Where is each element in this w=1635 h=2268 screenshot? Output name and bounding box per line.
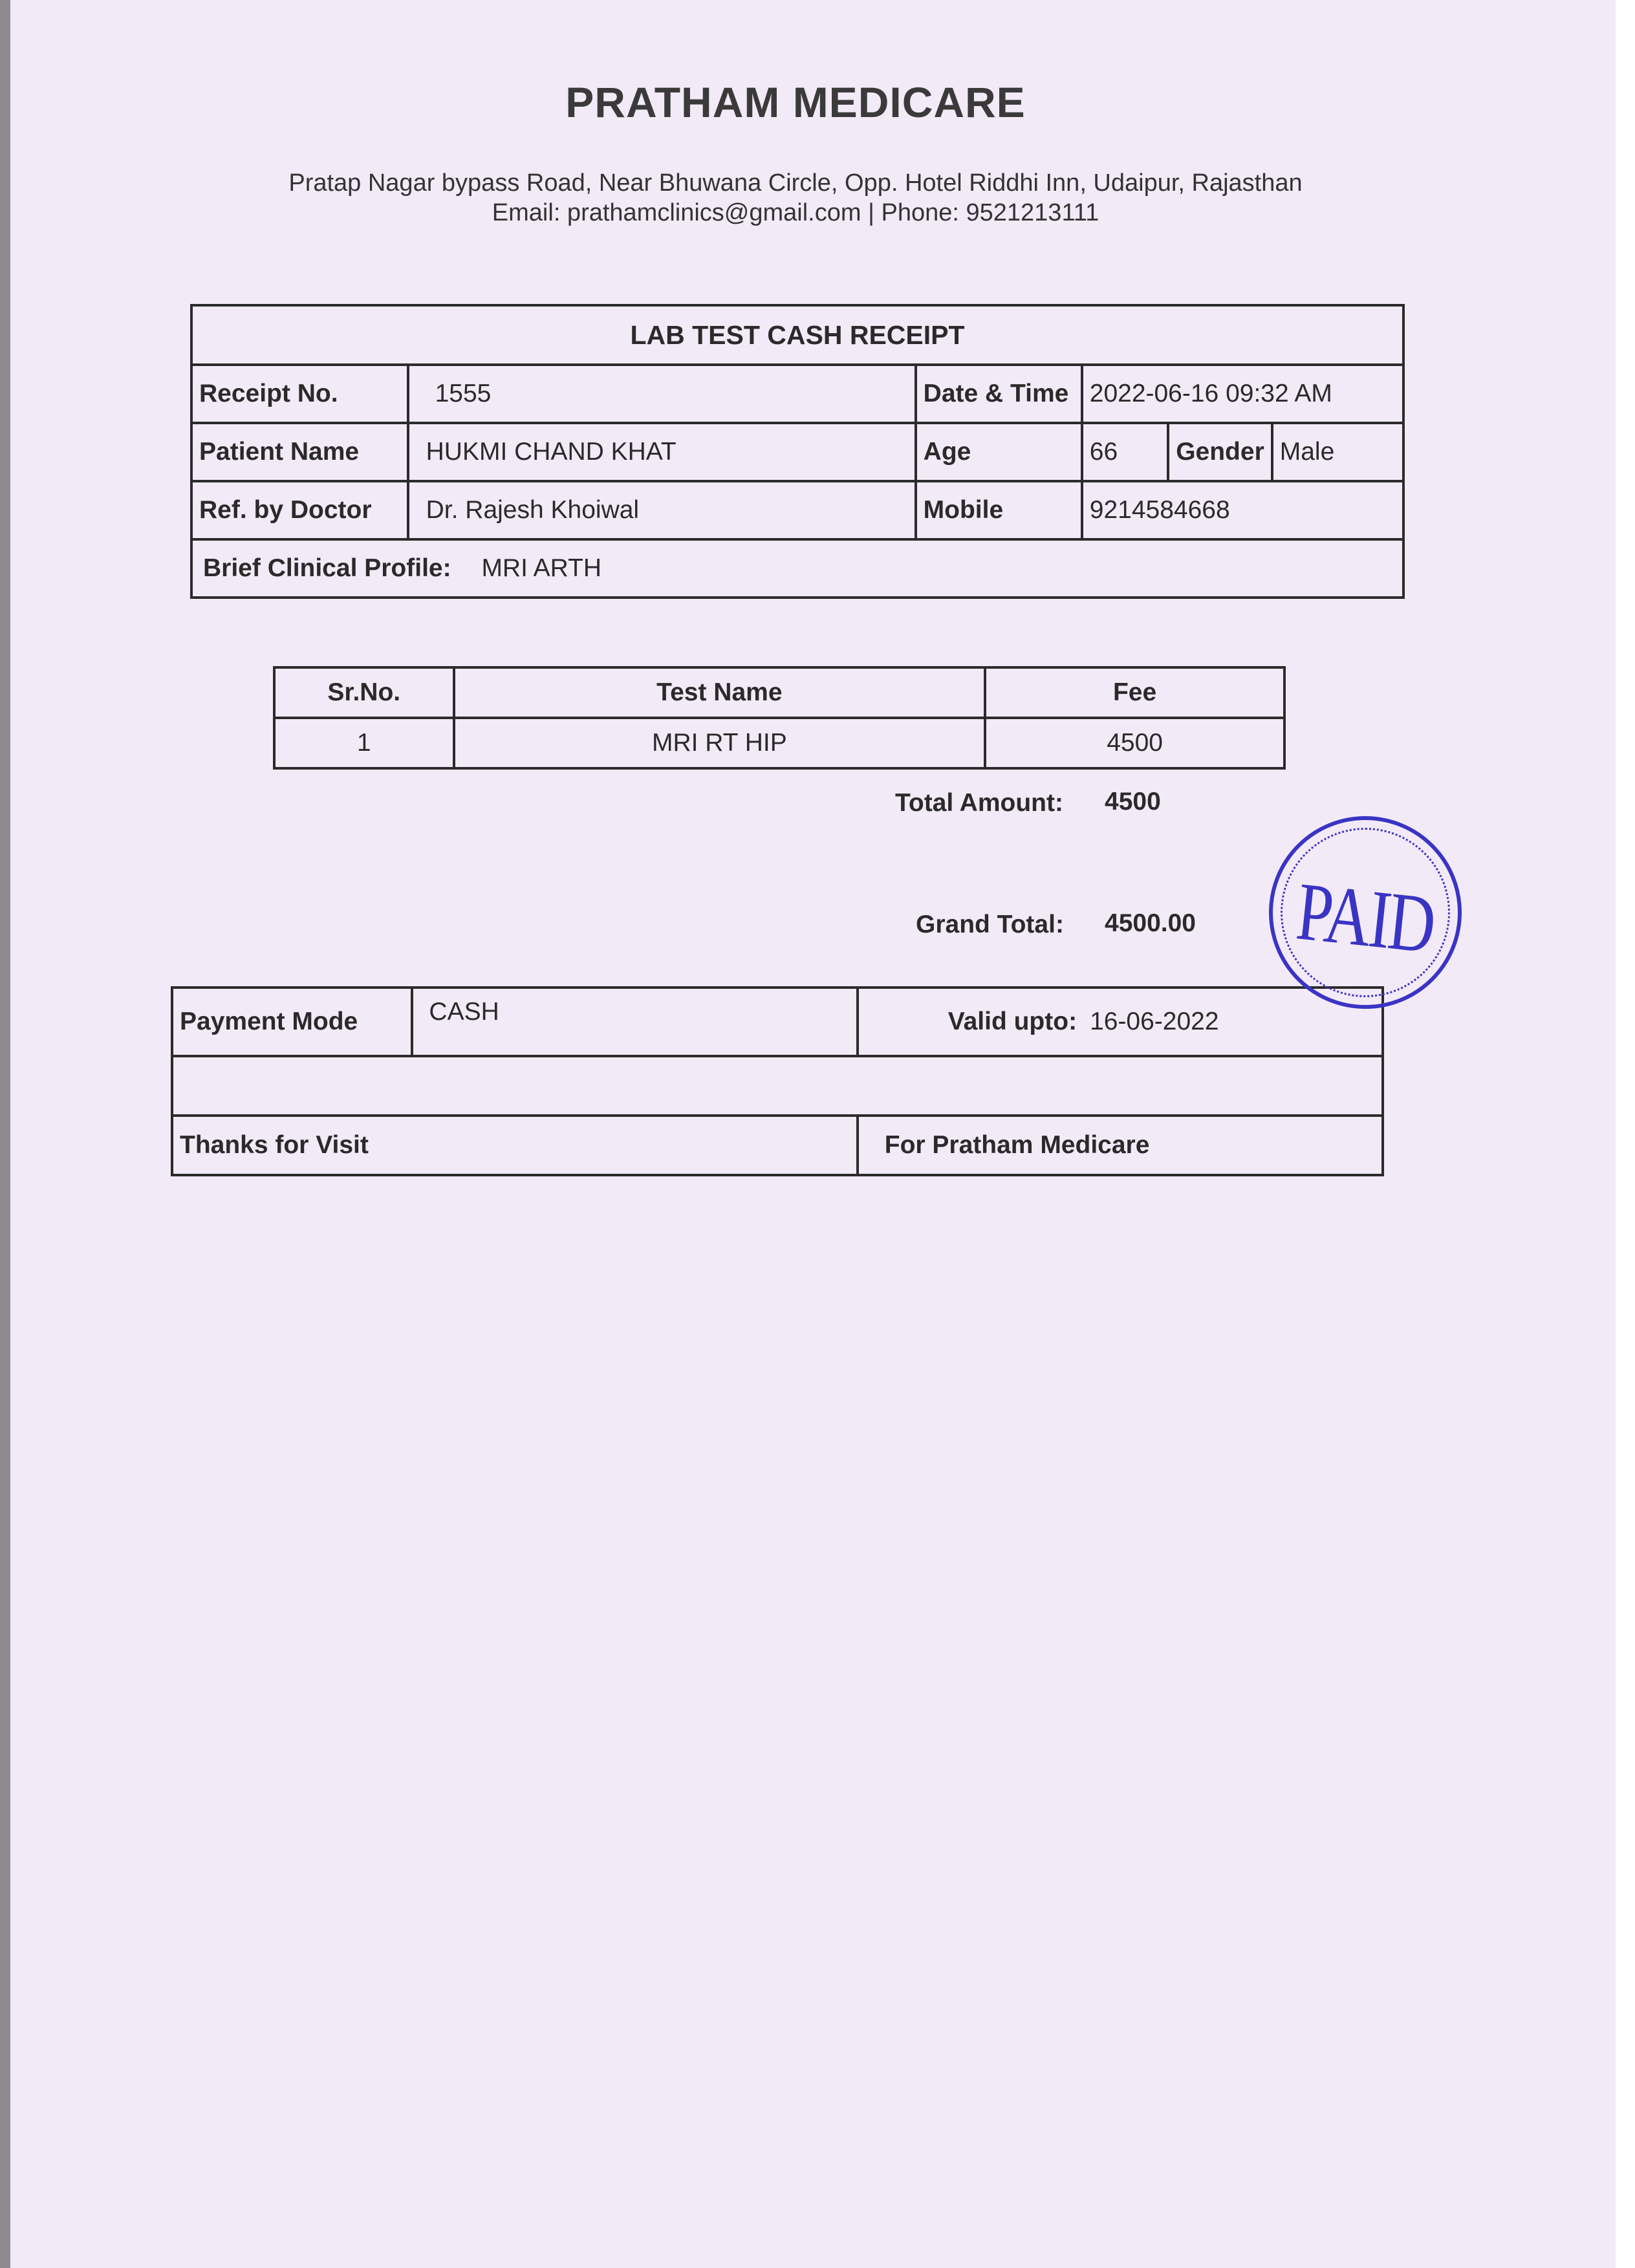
receipt-info-table xyxy=(190,304,1405,599)
test-fee: 4500 xyxy=(985,718,1284,768)
mobile-value: 9214584668 xyxy=(1082,481,1403,539)
col-header-fee: Fee xyxy=(985,667,1284,718)
clinical-profile-label: Brief Clinical Profile: xyxy=(203,554,451,582)
page-edge-left xyxy=(0,0,10,2268)
tests-table xyxy=(273,666,1286,770)
paid-stamp-text: PAID xyxy=(1292,865,1438,971)
blank-row xyxy=(172,1056,1383,1116)
payment-table xyxy=(171,986,1384,1176)
col-header-test-name: Test Name xyxy=(454,667,986,718)
table-row xyxy=(274,718,1284,768)
clinical-profile-row xyxy=(191,539,1403,598)
thanks-text: Thanks for Visit xyxy=(172,1116,858,1175)
valid-upto-value: 16-06-2022 xyxy=(1083,988,1383,1056)
ref-doctor-value: Dr. Rajesh Khoiwal xyxy=(408,481,916,539)
patient-name-value: HUKMI CHAND KHAT xyxy=(408,423,916,481)
patient-name-label: Patient Name xyxy=(191,423,408,481)
valid-upto-label: Valid upto: xyxy=(858,988,1083,1056)
total-amount-value: 4500 xyxy=(1105,788,1161,815)
age-value: 66 xyxy=(1082,423,1168,481)
receipt-no-value: 1555 xyxy=(408,365,916,423)
mobile-label: Mobile xyxy=(916,481,1082,539)
col-header-srno: Sr.No. xyxy=(274,667,454,718)
clinical-profile-value: MRI ARTH xyxy=(481,554,602,582)
test-srno: 1 xyxy=(274,718,454,768)
test-name: MRI RT HIP xyxy=(454,718,986,768)
grand-total-label: Grand Total: xyxy=(916,911,1064,938)
total-amount-label: Total Amount: xyxy=(895,789,1063,817)
gender-label: Gender xyxy=(1168,423,1272,481)
ref-doctor-label: Ref. by Doctor xyxy=(191,481,408,539)
clinic-contact: Email: prathamclinics@gmail.com | Phone: 9521213111 xyxy=(492,199,1099,226)
paid-stamp xyxy=(1269,816,1462,1009)
for-pratham-medicare: For Pratham Medicare xyxy=(858,1116,1383,1175)
payment-mode-label: Payment Mode xyxy=(172,988,412,1056)
age-label: Age xyxy=(916,423,1082,481)
grand-total-value: 4500.00 xyxy=(1105,909,1196,937)
page-edge-right xyxy=(1616,0,1635,2268)
datetime-value: 2022-06-16 09:32 AM xyxy=(1082,365,1403,423)
datetime-label: Date & Time xyxy=(916,365,1082,423)
receipt-heading: LAB TEST CASH RECEIPT xyxy=(191,305,1403,365)
payment-mode-value: CASH xyxy=(412,988,857,1056)
gender-value: Male xyxy=(1272,423,1403,481)
clinic-name: PRATHAM MEDICARE xyxy=(565,78,1026,126)
receipt-no-label: Receipt No. xyxy=(191,365,408,423)
clinic-address: Pratap Nagar bypass Road, Near Bhuwana Circle, Opp. Hotel Riddhi Inn, Udaipur, Rajasthan xyxy=(288,169,1303,197)
